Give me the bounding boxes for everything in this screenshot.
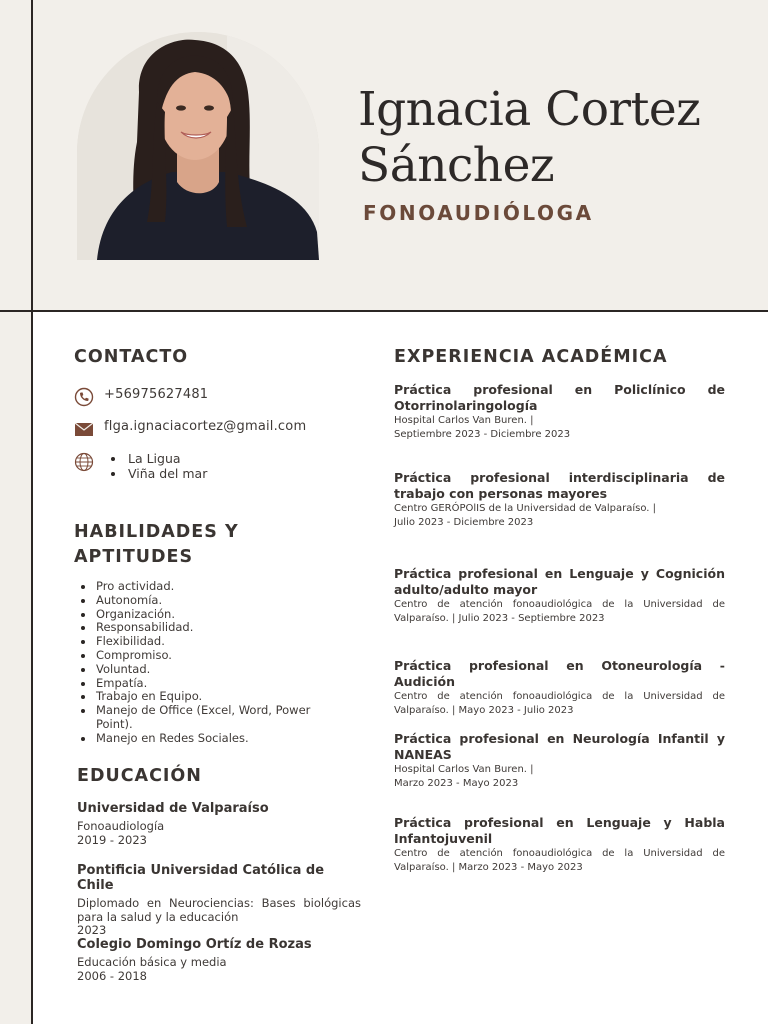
experience-item xyxy=(394,658,725,717)
experience-dates: Julio 2023 - Diciembre 2023 xyxy=(394,516,534,528)
experience-detail: Centro GERÓPOlIS de la Universidad de Valparaíso. | xyxy=(394,503,657,514)
experience-title: Práctica profesional en Otoneurología - Audición xyxy=(394,658,725,689)
skill-item: Autonomía. xyxy=(78,594,338,608)
skill-item: Manejo en Redes Sociales. xyxy=(78,732,338,746)
contact-phone-row xyxy=(74,387,208,407)
experience-title: Práctica profesional en Neurología Infantil y NANEAS xyxy=(394,731,725,762)
experience-detail: Hospital Carlos Van Buren. | xyxy=(394,764,534,775)
globe-icon xyxy=(74,452,94,472)
education-section-title: EDUCACIÓN xyxy=(77,766,202,786)
skill-item: Trabajo en Equipo. xyxy=(78,690,338,704)
experience-item xyxy=(394,382,725,441)
experience-title: Práctica profesional en Policlínico de Otorrinolaringología xyxy=(394,382,725,413)
experience-title: Práctica profesional interdisciplinaria de trabajo con personas mayores xyxy=(394,470,725,501)
skills-list xyxy=(78,580,338,746)
skill-item: Flexibilidad. xyxy=(78,635,338,649)
vertical-divider xyxy=(31,0,33,1024)
education-school: Universidad de Valparaíso xyxy=(77,801,269,816)
education-school: Colegio Domingo Ortíz de Rozas xyxy=(77,937,312,952)
experience-section-title: EXPERIENCIA ACADÉMICA xyxy=(394,347,668,367)
skill-item: Pro actividad. xyxy=(78,580,338,594)
experience-dates: Marzo 2023 - Mayo 2023 xyxy=(394,777,519,789)
profession-title: FONOAUDIÓLOGA xyxy=(363,201,594,225)
location-list xyxy=(108,452,207,481)
skill-item: Voluntad. xyxy=(78,663,338,677)
skills-section-title xyxy=(74,520,239,570)
location-item: Viña del mar xyxy=(108,467,207,482)
contact-email-row xyxy=(74,419,306,439)
education-item xyxy=(77,937,361,983)
experience-detail: Centro de atención fonoaudiológica de la Universidad de Valparaíso. | Mayo 2023 - Julio 2023 xyxy=(394,691,725,716)
left-margin-strip xyxy=(0,311,32,1024)
person-name-line2: Sánchez xyxy=(358,138,555,193)
skill-item: Manejo de Office (Excel, Word, Power Point). xyxy=(78,704,338,732)
phone-number[interactable]: +56975627481 xyxy=(104,387,209,402)
experience-dates: Septiembre 2023 - Diciembre 2023 xyxy=(394,428,571,440)
email-address[interactable]: flga.ignaciacortez@gmail.com xyxy=(104,419,307,434)
skill-item: Organización. xyxy=(78,608,338,622)
experience-item xyxy=(394,470,725,529)
education-years: 2006 - 2018 xyxy=(77,968,147,983)
experience-item xyxy=(394,731,725,790)
person-name xyxy=(358,82,748,194)
location-item: La Ligua xyxy=(108,452,207,467)
skill-item: Compromiso. xyxy=(78,649,338,663)
education-item xyxy=(77,801,361,847)
experience-item xyxy=(394,566,725,625)
education-years: 2023 xyxy=(77,923,107,937)
contact-location-row xyxy=(74,452,207,481)
profile-photo xyxy=(77,32,319,260)
person-name-line1: Ignacia Cortez xyxy=(358,82,701,137)
experience-title: Práctica profesional en Lenguaje y Habla Infantojuvenil xyxy=(394,815,725,846)
contact-section-title: CONTACTO xyxy=(74,347,189,367)
experience-title: Práctica profesional en Lenguaje y Cognición adulto/adulto mayor xyxy=(394,566,725,597)
horizontal-divider xyxy=(0,310,768,312)
education-detail: Diplomado en Neurociencias: Bases biológicas para la salud y la educación xyxy=(77,896,361,924)
experience-detail: Centro de atención fonoaudiológica de la Universidad de Valparaíso. | Marzo 2023 - Mayo 2023 xyxy=(394,848,725,873)
experience-item xyxy=(394,815,725,874)
education-item xyxy=(77,863,361,938)
education-school: Pontificia Universidad Católica de Chile xyxy=(77,863,325,893)
experience-detail: Centro de atención fonoaudiológica de la Universidad de Valparaíso. | Julio 2023 - Septiembre 2023 xyxy=(394,599,725,624)
skills-title-line2: APTITUDES xyxy=(74,547,194,567)
skills-title-line1: HABILIDADES Y xyxy=(74,522,239,542)
education-years: 2019 - 2023 xyxy=(77,832,147,847)
education-detail: Educación básica y media xyxy=(77,955,227,969)
skill-item: Responsabilidad. xyxy=(78,621,338,635)
mail-icon xyxy=(74,419,94,439)
phone-icon xyxy=(74,387,94,407)
education-detail: Fonoaudiología xyxy=(77,819,165,833)
skill-item: Empatía. xyxy=(78,677,338,691)
experience-detail: Hospital Carlos Van Buren. | xyxy=(394,415,534,426)
